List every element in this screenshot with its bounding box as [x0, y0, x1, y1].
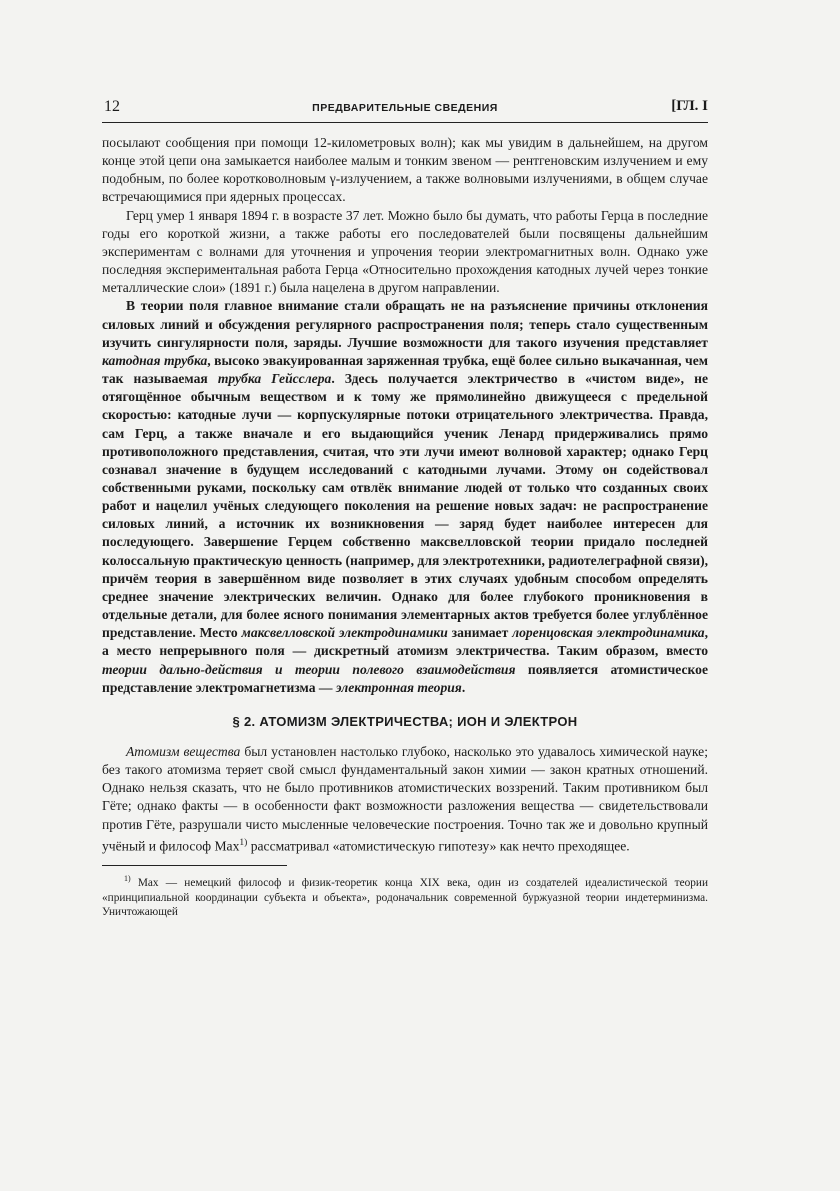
emphasis: электронная теория [335, 679, 462, 695]
paragraph-4 [102, 743, 708, 855]
paragraph-1: посылают сообщения при помощи 12-километровых волн); как мы увидим в дальнейшем, на другом конце этой цепи она замыкается наиболее малым и тонким звеном — рентгеновским излучением и ему подобным, по более коротковолновым γ-излучением, а также волновыми излучениями, в общем случае встречающимися при ядерных процессах. [102, 135, 708, 205]
running-title: ПРЕДВАРИТЕЛЬНЫЕ СВЕДЕНИЯ [312, 102, 498, 114]
footnote [102, 872, 708, 920]
text-run: занимает [447, 625, 513, 641]
text-run: Мах — немецкий философ и физик-теоретик конца XIX века, один из создателей идеалистической теории «принципиальной координации субъекта и объекта», родоначальник современной буржуазной теории индетерминизма. Уничтожающей [102, 877, 708, 919]
page-number: 12 [104, 98, 120, 115]
text-run: был установлен настолько глубоко, насколько это удавалось химической науке; без такого атомизма теряет свой смысл фундаментальный закон химии — закон кратных отношений. Однако нельзя сказать, что не было противников атомистических воззрений. Таким противником был Гёте; однако факты — в особенности факт возможности разложения вещества — свидетельствовали против Гёте, разрушали чисто мысленные человеческие построения. Точно так же и довольно крупный учёный и философ Мах [102, 744, 708, 854]
section-heading: § 2. АТОМИЗМ ЭЛЕКТРИЧЕСТВА; ИОН И ЭЛЕКТРОН [232, 713, 578, 729]
emphasis: максвелловской электродинамики [241, 625, 448, 641]
page-body [102, 134, 708, 920]
footnote-mark: 1) [124, 874, 131, 884]
emphasis: трубка Гейсслера [217, 371, 332, 387]
text-run: . Здесь получается электричество в «чистом виде», не отягощённое обычным веществом и к тому же прямолинейно движущееся с предельной скоростью: катодные лучи — корпускулярные потоки отрицательного электричества. Правда, сам Герц, а также вначале и его выдающийся ученик Ленард придерживались прямо противоположного представления, считая, что эти лучи имеют волновой характер; однако Герц сознавал значение в будущем исследований с катодными лучами. Этому он содействовал собственными руками, поскольку сам отвлёк внимание людей от только что созданных своих работ и нацелил учёных следующего поколения на решение новых задач: не распространение силовых линий, а источник их возникновения — заряд будет наиболее интересен для последующего. Завершение Герцем собственно максвелловской теории придало последней колоссальную практическую ценность (например, для электротехники, радиотелеграфной связи), причём теория в завершённом виде позволяет в этих случаях удобным способом определять среднее значение электрических величин. Однако для более глубокого проникновения в отдельные детали, для более ясного понимания элементарных актов требуется более углублённое представление. Место [102, 371, 709, 641]
paragraph-3 [102, 297, 708, 696]
emphasis: Атомизм вещества [126, 744, 241, 759]
text-run: . [461, 679, 466, 695]
emphasis: теории дально-действия и теории полевого взаимодействия [102, 661, 516, 677]
text-run: появляется атомистическое представление электромагнетизма — [102, 661, 708, 695]
page-header [102, 96, 708, 123]
text-run: рассматривал «атомистическую гипотезу» как нечто преходящее. [247, 838, 630, 854]
chapter-marker: [ГЛ. I [671, 98, 708, 114]
emphasis: лоренцовская электродинамика [512, 625, 705, 641]
text-run: , высоко эвакуированная заряженная трубка, ещё более сильно выкачанная, чем так называемая [102, 352, 708, 387]
paragraph-2: Герц умер 1 января 1894 г. в возрасте 37 лет. Можно было бы думать, что работы Герца в последние годы его короткой жизни, а также работы его последователей были посвящены дальнейшим экспериментам с волнами для уточнения и упрочения теории электромагнитных волн. Однако уже последняя экспериментальная работа Герца «Относительно прохождения катодных лучей через тонкие металлические слои» (1891 г.) была нацелена в другом направлении. [102, 207, 708, 296]
text-run: , а место непрерывного поля — дискретный атомизм электричества. Таким образом, вместо [102, 625, 708, 659]
text-run: В теории поля главное внимание стали обращать не на разъяснение причины отклонения силовых линий и обсуждения регулярного распространения поля; теперь стало существенным изучить сингулярности поля, заряды. Лучшие возможности для такого изучения представляет [102, 298, 708, 350]
emphasis: катодная трубка [102, 352, 208, 368]
footnote-reference[interactable]: 1) [239, 837, 248, 848]
footnote-text [102, 872, 708, 920]
footnote-divider [102, 865, 287, 866]
